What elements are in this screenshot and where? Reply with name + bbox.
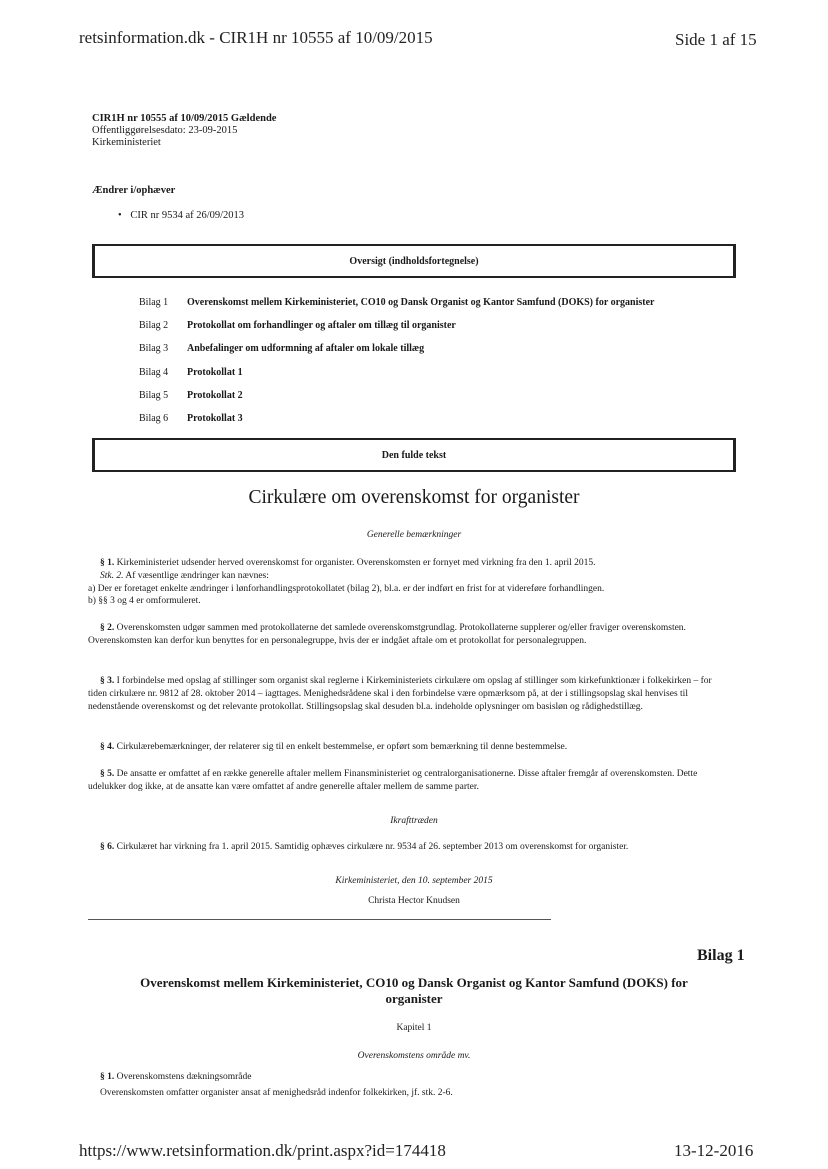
ministry: Kirkeministeriet xyxy=(92,137,161,148)
toc-item[interactable] xyxy=(139,390,759,413)
appendix-label: Bilag 1 xyxy=(697,947,745,964)
full-text-box-label: Den fulde tekst xyxy=(381,449,447,461)
toc-item-number: Bilag 5 xyxy=(139,389,169,401)
toc-item-number: Bilag 3 xyxy=(139,343,169,355)
chapter-subheading: Overenskomstens område mv. xyxy=(357,1051,471,1061)
paragraph-5 xyxy=(88,768,728,794)
toc-item[interactable] xyxy=(139,320,759,343)
section-heading-effect: Ikrafttræden xyxy=(390,816,438,826)
paragraph-mark: § 1. xyxy=(100,558,115,568)
appendix-title-line: organister xyxy=(385,991,443,1006)
place-date: Kirkeministeriet, den 10. september 2015 xyxy=(335,876,493,886)
paragraph-mark: § 3. xyxy=(100,676,115,686)
page-header-title: retsinformation.dk - CIR1H nr 10555 af 10/09/2015 xyxy=(79,28,433,47)
divider xyxy=(88,919,551,920)
paragraph-text: De ansatte er omfattet af en række generelle aftaler mellem Finansministeriet og centralorganisationerne. Disse aftaler fremgår af overenskomsten. Dette udelukker dog ikke, at de ansatte kan være omfattet af andre generelle aftaler mellem de samme parter. xyxy=(88,769,698,792)
list-item: a) Der er foretaget enkelte ændringer i lønforhandlingsprotokollatet (bilag 2), bl.a. er der indført en frist for at videreføre forhandlingen. xyxy=(88,583,605,594)
toc-item-title[interactable]: Protokollat 2 xyxy=(187,389,243,401)
list-item: b) §§ 3 og 4 er omformuleret. xyxy=(88,596,201,607)
footer-date: 13-12-2016 xyxy=(674,1141,754,1160)
section-heading-general: Generelle bemærkninger xyxy=(366,530,462,540)
appendix-section-1 xyxy=(88,1071,728,1100)
appendix-title-line: Overenskomst mellem Kirkeministeriet, CO10 og Dansk Organist og Kantor Samfund (DOKS) for xyxy=(140,975,688,990)
toc-item-title[interactable]: Protokollat 1 xyxy=(187,366,243,378)
paragraph-mark: § 4. xyxy=(100,742,115,752)
toc-item-title[interactable]: Protokollat 3 xyxy=(187,412,243,424)
paragraph-3 xyxy=(88,675,728,713)
publication-date: Offentliggørelsesdato: 23-09-2015 xyxy=(92,125,238,136)
footer-url[interactable]: https://www.retsinformation.dk/print.aspx?id=174418 xyxy=(79,1141,446,1160)
bullet-icon: • xyxy=(118,210,122,221)
paragraph-text: Cirkulæret har virkning fra 1. april 2015. Samtidig ophæves cirkulære nr. 9534 af 26. september 2013 om overenskomst for organister. xyxy=(114,842,629,852)
appendix-title xyxy=(0,975,828,1007)
paragraph-text: Af væsentlige ændringer kan nævnes: xyxy=(123,570,269,581)
toc-item-title[interactable]: Anbefalinger om udformning af aftaler om lokale tillæg xyxy=(187,343,425,355)
document-meta xyxy=(92,113,276,149)
toc-item-title[interactable]: Protokollat om forhandlinger og aftaler om tillæg til organister xyxy=(187,320,456,332)
toc-item[interactable] xyxy=(139,297,759,320)
paragraph-text: Overenskomsten udgør sammen med protokollaterne det samlede overenskomstgrundlag. Protokollaterne supplerer og/eller fraviger overenskomsten. Overenskomsten kan derfor kun benyttes for en personalegruppe, hvis der er indgået aftale om et protokollat for personalegruppen. xyxy=(88,623,686,646)
paragraph-text: Kirkeministeriet udsender herved overenskomst for organister. Overenskomsten er fornyet med virkning fra den 1. april 2015. xyxy=(114,558,596,568)
overview-box xyxy=(92,244,736,278)
table-of-contents xyxy=(139,297,759,436)
paragraph-mark: § 5. xyxy=(100,769,115,779)
toc-item-number: Bilag 4 xyxy=(139,366,169,378)
signer-name: Christa Hector Knudsen xyxy=(368,896,460,906)
page-number: Side 1 af 15 xyxy=(675,30,757,49)
paragraph-mark: § 2. xyxy=(100,623,115,633)
changes-item[interactable] xyxy=(118,210,244,222)
document-id: CIR1H nr 10555 af 10/09/2015 Gældende xyxy=(92,113,277,124)
toc-item-number: Bilag 1 xyxy=(139,297,169,308)
toc-item-number: Bilag 2 xyxy=(139,320,169,332)
paragraph-text: Cirkulærebemærkninger, der relaterer sig til en enkelt bestemmelse, er opført som bemærkning til denne bestemmelse. xyxy=(114,742,568,752)
paragraph-text: I forbindelse med opslag af stillinger som organist skal reglerne i Kirkeministeriets cirkulære om opslag af stillinger som kirkefunktionær i folkekirken – for tiden cirkulære nr. 9812 af 28. oktober 2014 – iagttages. Menighedsrådene skal i den forbindelse være opmærksom på, at der i stillingsopslag skal henvises til nedenstående overenskomst og det relevante protokollat. Stillingsopslag skal desuden bl.a. indeholde oplysninger om basisløn og rådighedstillæg. xyxy=(88,676,712,712)
overview-box-label: Oversigt (indholdsfortegnelse) xyxy=(349,255,479,267)
paragraph-6 xyxy=(88,841,728,854)
paragraph-mark: § 6. xyxy=(100,842,115,852)
toc-item-number: Bilag 6 xyxy=(139,412,169,424)
full-text-box xyxy=(92,438,736,472)
paragraph-text: Overenskomsten omfatter organister ansat af menighedsråd indenfor folkekirken, jf. stk. 2-6. xyxy=(100,1087,453,1098)
paragraph-mark: § 1. xyxy=(100,1072,115,1082)
toc-item[interactable] xyxy=(139,343,759,366)
toc-item-title[interactable]: Overenskomst mellem Kirkeministeriet, CO10 og Dansk Organist og Kantor Samfund (DOKS) for organister xyxy=(187,297,655,308)
stk-mark: Stk. 2. xyxy=(100,570,124,581)
changes-heading: Ændrer i/ophæver xyxy=(92,185,176,196)
paragraph-4 xyxy=(88,741,728,754)
toc-item[interactable] xyxy=(139,367,759,390)
paragraph-1 xyxy=(88,557,728,608)
paragraph-2 xyxy=(88,622,728,648)
chapter-heading: Kapitel 1 xyxy=(396,1023,432,1033)
paragraph-text: Overenskomstens dækningsområde xyxy=(114,1072,252,1082)
changes-item-link[interactable]: CIR nr 9534 af 26/09/2013 xyxy=(130,210,245,221)
document-title: Cirkulære om overenskomst for organister xyxy=(248,487,580,508)
toc-item[interactable] xyxy=(139,413,759,436)
